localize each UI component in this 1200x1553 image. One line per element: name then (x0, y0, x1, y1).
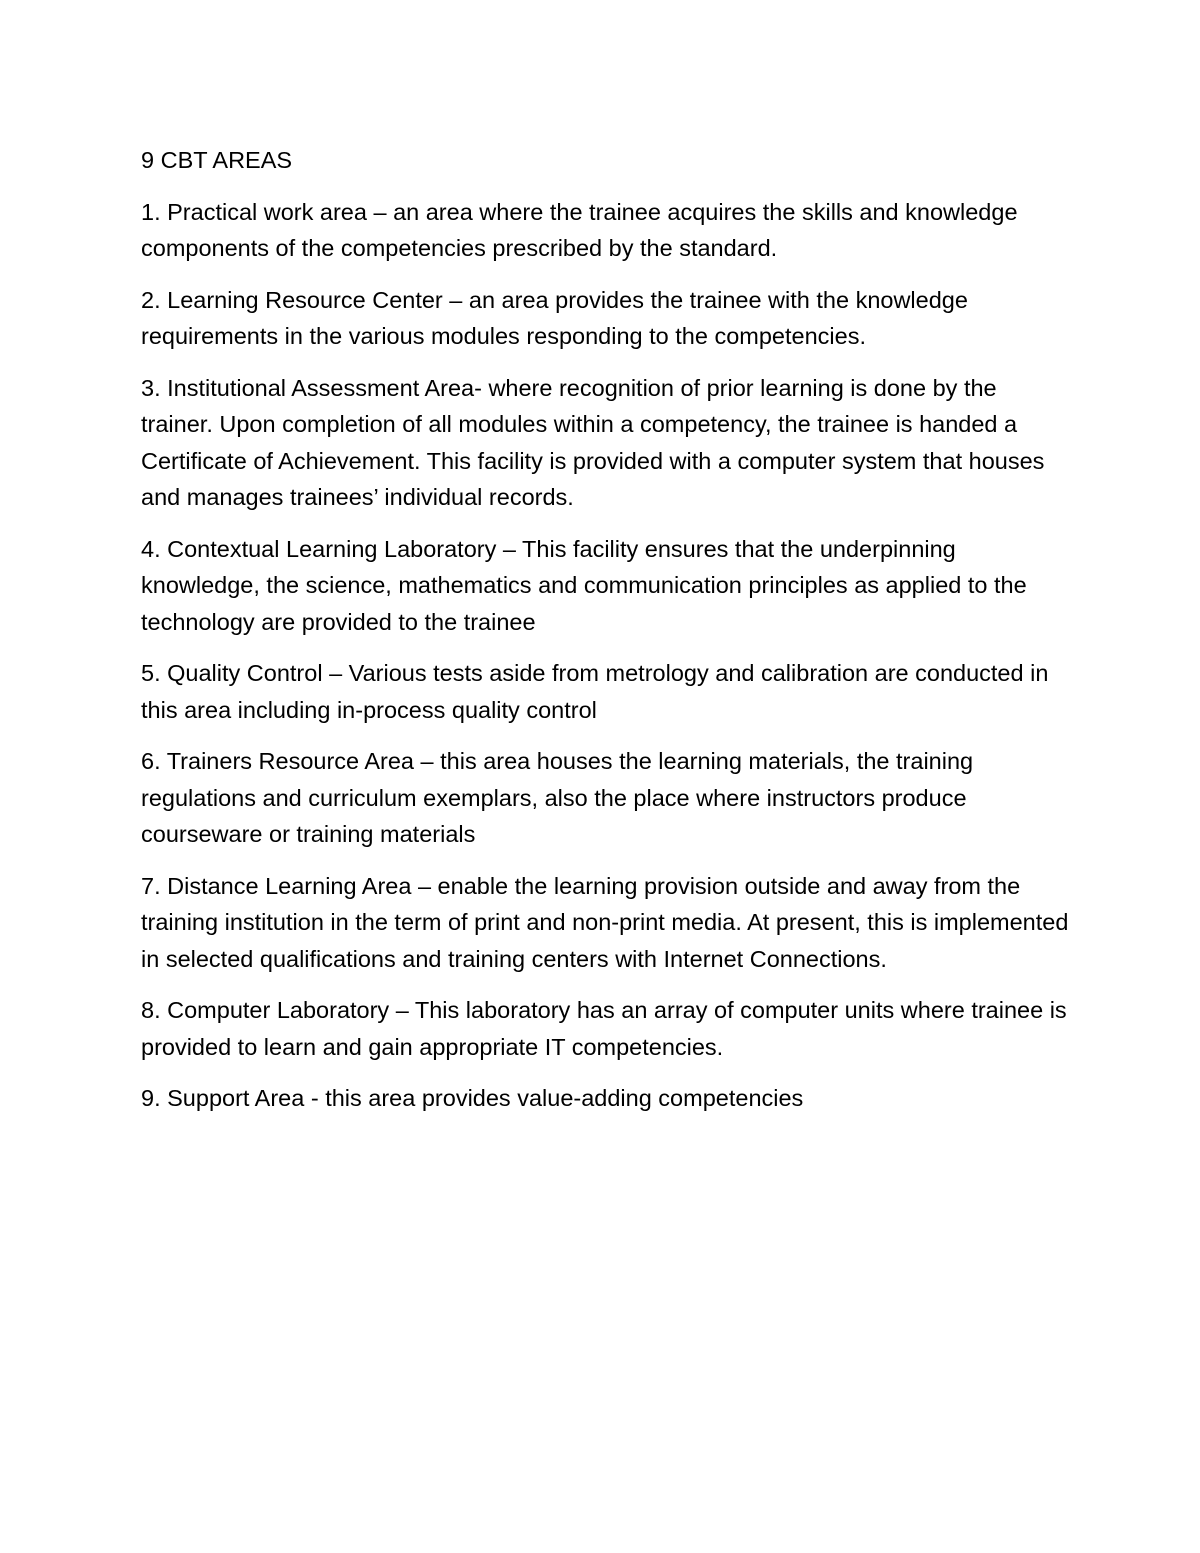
list-item-contextual-learning-laboratory: 4. Contextual Learning Laboratory – This facility ensures that the underpinning knowledge, the science, mathematics and communication principles as applied to the technology are provided to the trainee (141, 535, 1027, 635)
document-body (141, 142, 1071, 1132)
list-item-distance-learning-area: 7. Distance Learning Area – enable the learning provision outside and away from the training institution in the term of print and non-print media. At present, this is implemented in selected qualifications and training centers with Internet Connections. (141, 872, 1069, 972)
list-item-learning-resource-center: 2. Learning Resource Center – an area provides the trainee with the knowledge requirements in the various modules responding to the competencies. (141, 286, 968, 349)
list-item-quality-control: 5. Quality Control – Various tests aside from metrology and calibration are conducted in this area including in-process quality control (141, 660, 1049, 723)
list-item-institutional-assessment-area: 3. Institutional Assessment Area- where recognition of prior learning is done by the trainer. Upon completion of all modules within a competency, the trainee is handed a Certificate of Achievement. This facility is provided with a computer system that houses and manages trainees’ individual records. (141, 374, 1045, 510)
list-item-practical-work-area: 1. Practical work area – an area where the trainee acquires the skills and knowledge components of the competencies prescribed by the standard. (141, 198, 1018, 261)
document-heading: 9 CBT AREAS (141, 147, 293, 173)
list-item-support-area: 9. Support Area - this area provides value-adding competencies (141, 1085, 804, 1111)
list-item-trainers-resource-area: 6. Trainers Resource Area – this area houses the learning materials, the training regulations and curriculum exemplars, also the place where instructors produce courseware or training materials (141, 748, 974, 847)
list-item-computer-laboratory: 8. Computer Laboratory – This laboratory has an array of computer units where trainee is provided to learn and gain appropriate IT competencies. (141, 997, 1067, 1060)
